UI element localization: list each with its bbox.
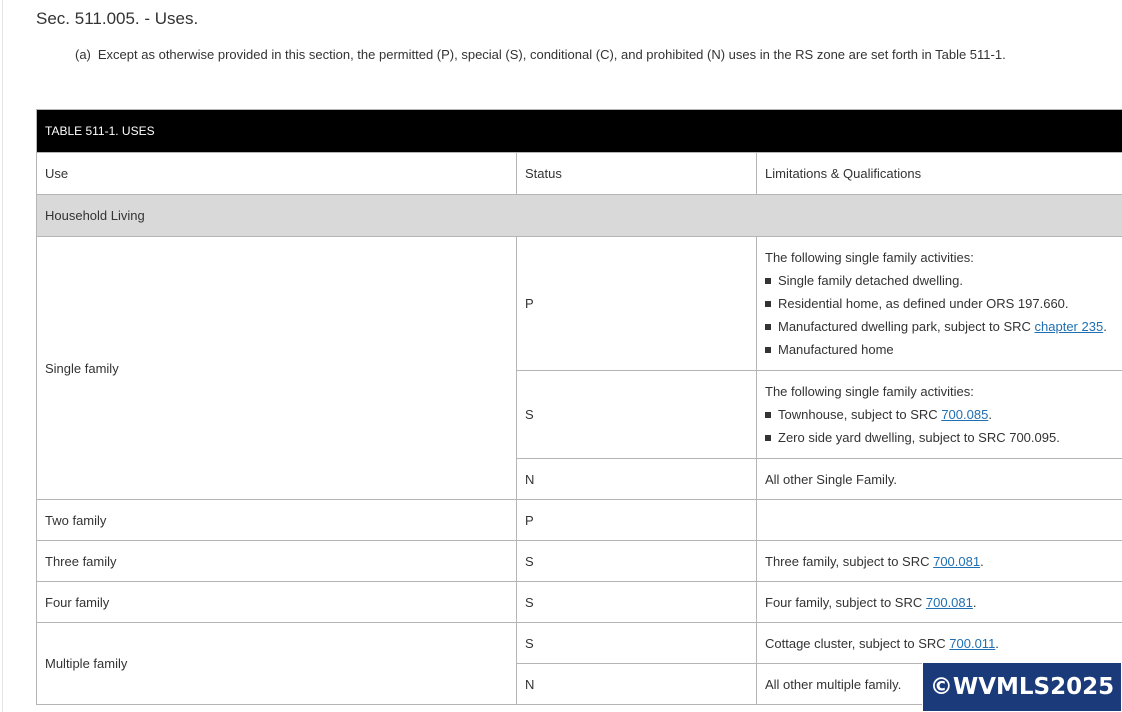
use-four-family: Four family [37, 582, 517, 623]
limitations-cell [757, 371, 1122, 459]
chapter-235-link[interactable]: chapter 235 [1034, 319, 1104, 334]
limitations-cell: Four family, subject to SRC 700.081. [757, 582, 1122, 623]
intro-paragraph [75, 47, 1006, 62]
bullet-square-icon [765, 301, 771, 307]
src-700-085-link[interactable]: 700.085 [941, 407, 989, 422]
header-use: Use [37, 153, 517, 195]
limitations-list [765, 269, 1122, 361]
use-multiple-family: Multiple family [37, 623, 517, 705]
src-700-081-link[interactable]: 700.081 [925, 594, 973, 610]
limitations-cell: Cottage cluster, subject to SRC 700.011. [757, 623, 1122, 664]
use-two-family: Two family [37, 500, 517, 541]
src-700-011-link[interactable]: 700.011 [949, 635, 996, 651]
status-cell: S [517, 623, 757, 664]
bullet-square-icon [765, 435, 771, 441]
status-cell: N [517, 459, 757, 500]
list-item: Single family detached dwelling. [765, 269, 1122, 292]
bullet-square-icon [765, 412, 771, 418]
section-title: Sec. 511.005. - Uses. [36, 9, 199, 28]
limitations-intro: The following single family activities: [765, 250, 974, 265]
header-limitations: Limitations & Qualifications [757, 153, 1122, 195]
list-item: Residential home, as defined under ORS 197.660. [765, 292, 1122, 315]
table-caption: TABLE 511-1. USES [37, 110, 1122, 153]
limitations-cell: All other Single Family. [757, 459, 1122, 500]
status-cell: N [517, 664, 757, 705]
group-label: Household Living [37, 195, 1122, 237]
status-cell: S [517, 371, 757, 459]
list-item: Manufactured dwelling park, subject to SRC chapter 235. [765, 315, 1122, 338]
table-row [37, 541, 1122, 582]
intro-label: (a) [75, 47, 91, 62]
table-row [37, 237, 1122, 371]
intro-text: Except as otherwise provided in this section, the permitted (P), special (S), conditional (C), and prohibited (N) uses in the RS zone are set forth in Table 511-1. [97, 47, 1006, 62]
table-row [37, 582, 1122, 623]
limitations-cell [757, 237, 1122, 371]
limitations-cell: Three family, subject to SRC 700.081. [757, 541, 1122, 582]
limitations-list [765, 403, 1122, 449]
list-item: Townhouse, subject to SRC 700.085. [765, 403, 1122, 426]
status-cell: S [517, 541, 757, 582]
limitations-cell [757, 500, 1122, 541]
bullet-square-icon [765, 347, 771, 353]
bullet-square-icon [765, 278, 771, 284]
bullet-square-icon [765, 324, 771, 330]
table-header-row [37, 153, 1122, 195]
limitations-cell: All other multiple family. [757, 664, 1122, 705]
list-item: Manufactured home [765, 338, 1122, 361]
status-cell: P [517, 500, 757, 541]
watermark-badge: ©WVMLS2025 [922, 662, 1122, 712]
use-three-family: Three family [37, 541, 517, 582]
table-row [37, 623, 1122, 664]
table-caption-row [37, 110, 1122, 153]
src-700-081-link[interactable]: 700.081 [933, 553, 981, 569]
limitations-intro: The following single family activities: [765, 384, 974, 399]
table-row [37, 500, 1122, 541]
header-status: Status [517, 153, 757, 195]
group-row [37, 195, 1122, 237]
status-cell: P [517, 237, 757, 371]
uses-table [36, 109, 1122, 705]
left-divider [2, 0, 3, 712]
list-item: Zero side yard dwelling, subject to SRC 700.095. [765, 426, 1122, 449]
status-cell: S [517, 582, 757, 623]
use-single-family: Single family [37, 237, 517, 500]
